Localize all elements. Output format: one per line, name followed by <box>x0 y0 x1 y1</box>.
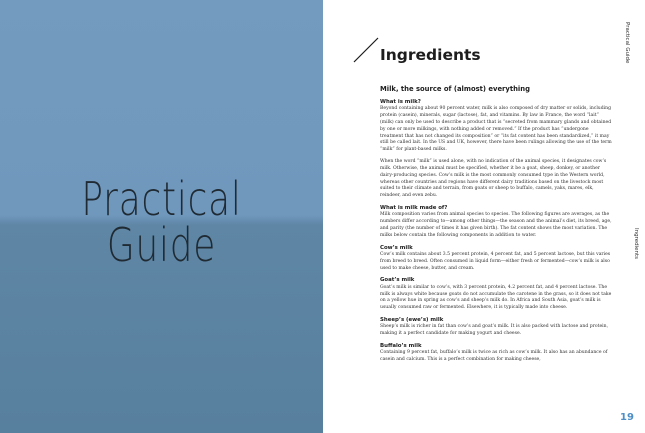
section-sheeps-milk <box>380 317 613 338</box>
side-tab-practical-guide <box>622 22 634 82</box>
section-heading: What is milk made of? <box>380 205 448 212</box>
section-heading: Sheep’s (ewe’s) milk <box>380 317 444 324</box>
paragraph: Sheep’s milk is richer in fat than cow’s and goat’s milk. It is also packed with lactose and protein, making it a perfect candidate for making yogurt and cheese. <box>380 324 609 337</box>
page-number: 19 <box>620 412 634 423</box>
section-subtitle: Milk, the source of (almost) everything <box>380 85 530 93</box>
section-heading: Buffalo’s milk <box>380 342 422 349</box>
section-heading: Goat’s milk <box>380 277 415 284</box>
page-title-large <box>36 172 288 272</box>
paragraph: Beyond containing about 90 percent water, milk is also composed of dry matter or solids, including protein (casein), minerals, sugar (lactose), fat, and vitamins. By law in France, the word “lait” (milk) can only be used to describe a product that is “secreted from mammary glands and obtained by one or more milkings, with nothing added or removed.” If the product has “undergone treatment that has not changed its composition” or “its fat content has been standardized,” it may still be called lait. In the US and UK, however, there have been rulings allowing the use of the term “milk” for plant-based milks. <box>380 106 612 153</box>
section-buffalos-milk <box>380 343 613 364</box>
paragraph: Containing 9 percent fat, buffalo’s milk is twice as rich as cow’s milk. It also has an abundance of casein and calcium. This is a perfect combination for making cheese, <box>380 350 608 362</box>
title-line-practical: Practical <box>81 172 242 226</box>
title-line-guide: Guide <box>106 218 217 272</box>
slash-icon <box>352 36 380 64</box>
side-tab-ingredients <box>631 228 639 268</box>
section-cows-milk <box>380 245 613 273</box>
paragraph: Milk composition varies from animal species to species. The following figures are averages, as the numbers differ according to—among other things—the season and the animal’s diet, its breed, age, and parity (the number of times it has given birth). The fat content shows the most variation. The milks below contain the following components in addition to water. <box>380 212 612 238</box>
section-heading: Cow’s milk <box>380 244 413 251</box>
section-what-is-milk <box>380 99 613 200</box>
side-tab-label: Ingredients <box>633 228 639 260</box>
chapter-title: Ingredients <box>380 46 481 64</box>
paragraph: Cow’s milk contains about 3.5 percent protein, 4 percent fat, and 5 percent lactose, but this varies from breed to breed. Often consumed in liquid form—either fresh or fermented—cow’s milk is also used to make cheese, butter, and cream. <box>380 251 611 271</box>
paragraph: When the word “milk” is used alone, with no indication of the animal species, it designates cow’s milk. Otherwise, the animal must be specified, whether it be a goat, sheep, donkey, or another dairy-producing species. Cow’s milk is the most commonly consumed type in the Western world, whereas other countries and regions have different dairy traditions based on the livestock most suited to their climate and terrain, from goats or sheep to buffalo, camels, yaks, mares, elk, reindeer, and even zebu. <box>380 159 607 199</box>
section-heading: What is milk? <box>380 99 421 105</box>
section-milk-composition <box>380 205 613 240</box>
section-goats-milk <box>380 277 613 312</box>
paragraph: Goat’s milk is similar to cow’s, with 3 percent protein, 4.2 percent fat, and 4 percent lactose. The milk is always white because goats do not accumulate the carotene in the grass, so it does not take on a yellow hue in spring as cow’s and sheep’s milk do. In Africa and South Asia, goat’s milk is usually consumed raw or fermented. Elsewhere, it is typically made into cheese. <box>380 284 612 311</box>
side-tab-label: Practical Guide <box>624 22 630 64</box>
article-body <box>380 85 613 369</box>
